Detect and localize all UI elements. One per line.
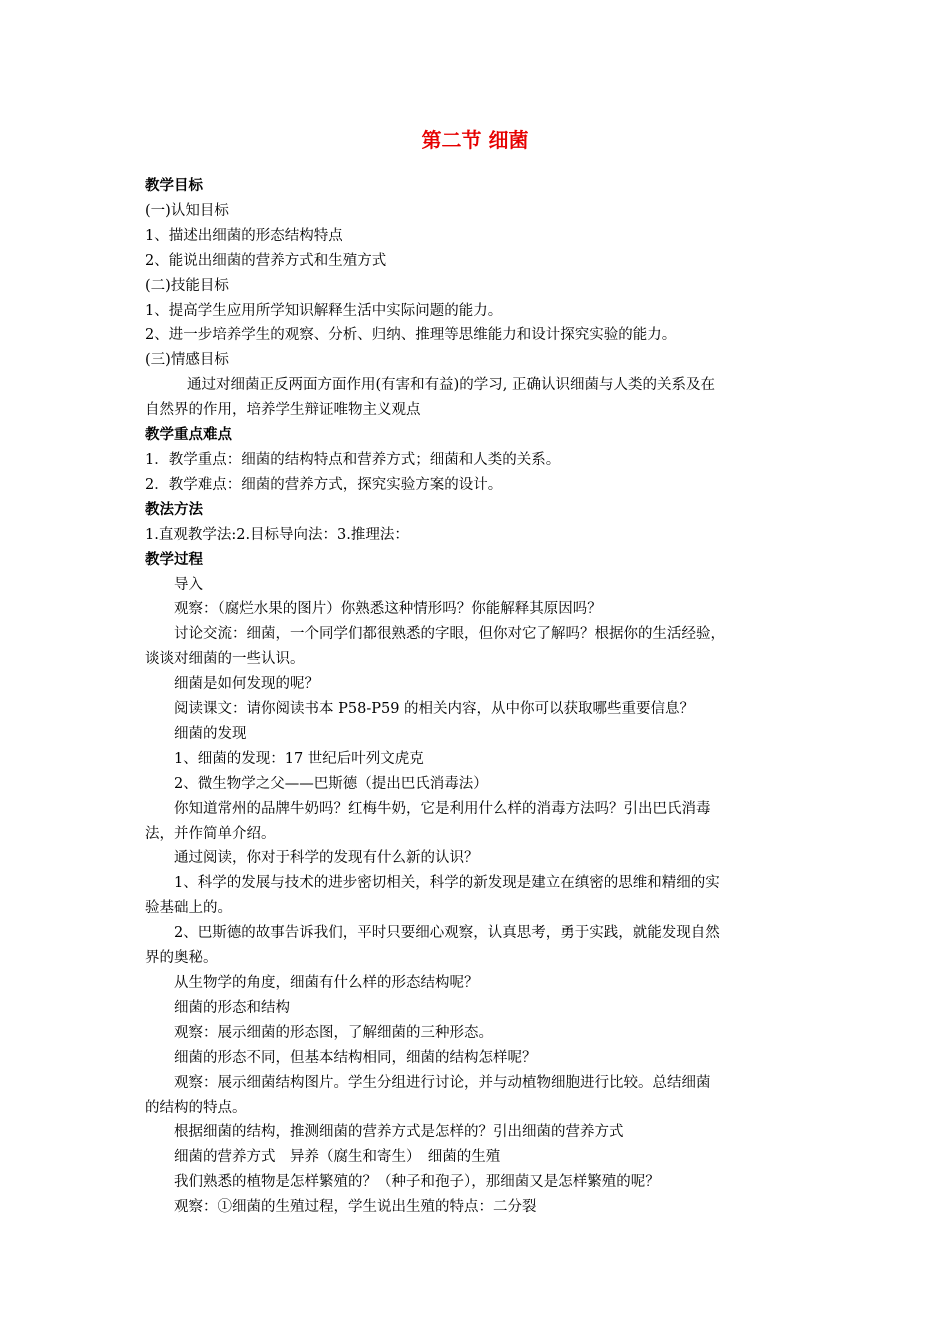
text-line: 界的奥秘。 [145, 950, 218, 967]
text-line: 观察：展示细菌结构图片。学生分组进行讨论，并与动植物细胞进行比较。总结细菌 [174, 1074, 711, 1091]
section-heading: 教学目标 [145, 178, 203, 194]
text-line: 讨论交流：细菌，一个同学们都很熟悉的字眼，但你对它了解吗？根据你的生活经验， [174, 626, 725, 643]
text-line: 1、细菌的发现：17 世纪后叶列文虎克 [174, 750, 424, 767]
text-line: 2、巴斯德的故事告诉我们，平时只要细心观察，认真思考，勇于实践，就能发现自然 [174, 925, 720, 942]
section-heading: 教法方法 [145, 501, 203, 518]
document-body [145, 174, 810, 1220]
text-line: 细菌是如何发现的呢？ [174, 676, 319, 693]
text-line: (三)情感目标 [145, 352, 229, 369]
section-heading: 教学重点难点 [145, 427, 232, 444]
text-line: 1.直观教学法:2.目标导向法：3.推理法： [145, 526, 409, 543]
text-line: 谈谈对细菌的一些认识。 [145, 651, 305, 668]
text-line: 观察：①细菌的生殖过程，学生说出生殖的特点：二分裂 [174, 1199, 537, 1216]
text-line: 根据细菌的结构，推测细菌的营养方式是怎样的？引出细菌的营养方式 [174, 1124, 624, 1141]
text-line: 观察：（腐烂水果的图片）你熟悉这种情形吗？你能解释其原因吗？ [174, 601, 602, 618]
text-line: 2、进一步培养学生的观察、分析、归纳、推理等思维能力和设计探究实验的能力。 [145, 327, 677, 344]
text-line: 1．教学重点：细菌的结构特点和营养方式；细菌和人类的关系。 [145, 451, 561, 468]
text-line: 通过对细菌正反两面方面作用(有害和有益)的学习, 正确认识细菌与人类的关系及在 [187, 377, 716, 394]
text-line: 从生物学的角度，细菌有什么样的形态结构呢？ [174, 975, 479, 991]
text-line: 1、科学的发展与技术的进步密切相关，科学的新发现是建立在缜密的思维和精细的实 [174, 875, 720, 892]
text-line: 细菌的营养方式 异养（腐生和寄生） 细菌的生殖 [174, 1149, 501, 1166]
text-line: 1、提高学生应用所学知识解释生活中实际问题的能力。 [145, 302, 503, 319]
text-line: (一)认知目标 [145, 202, 229, 219]
text-line: (二)技能目标 [145, 277, 229, 294]
text-line: 验基础上的。 [145, 900, 232, 917]
text-line: 你知道常州的品牌牛奶吗？红梅牛奶，它是利用什么样的消毒方法吗？引出巴氏消毒 [174, 800, 711, 817]
text-line: 我们熟悉的植物是怎样繁殖的？（种子和孢子），那细菌又是怎样繁殖的呢？ [174, 1174, 660, 1191]
text-line: 1、描述出细菌的形态结构特点 [145, 227, 343, 244]
text-line: 自然界的作用，培养学生辩证唯物主义观点 [145, 402, 421, 419]
text-line: 法，并作简单介绍。 [145, 825, 276, 842]
text-line: 通过阅读，你对于科学的发现有什么新的认识？ [174, 850, 479, 867]
text-line: 细菌的形态和结构 [174, 999, 290, 1016]
text-line: 导入 [174, 576, 203, 593]
text-line: 阅读课文：请你阅读书本 P58-P59 的相关内容，从中你可以获取哪些重要信息？ [174, 701, 695, 718]
section-heading: 教学过程 [145, 551, 203, 568]
text-line: 2、能说出细菌的营养方式和生殖方式 [145, 252, 387, 269]
page-title: 第二节 细菌 [421, 128, 529, 152]
text-line: 的结构的特点。 [145, 1099, 247, 1116]
text-line: 2．教学难点：细菌的营养方式，探究实验方案的设计。 [145, 476, 503, 493]
text-line: 细菌的发现 [174, 725, 247, 742]
text-line: 细菌的形态不同，但基本结构相同，细菌的结构怎样呢？ [174, 1049, 537, 1066]
text-line: 2、微生物学之父——巴斯德（提出巴氏消毒法） [174, 775, 488, 792]
text-line: 观察：展示细菌的形态图，了解细菌的三种形态。 [174, 1024, 493, 1041]
